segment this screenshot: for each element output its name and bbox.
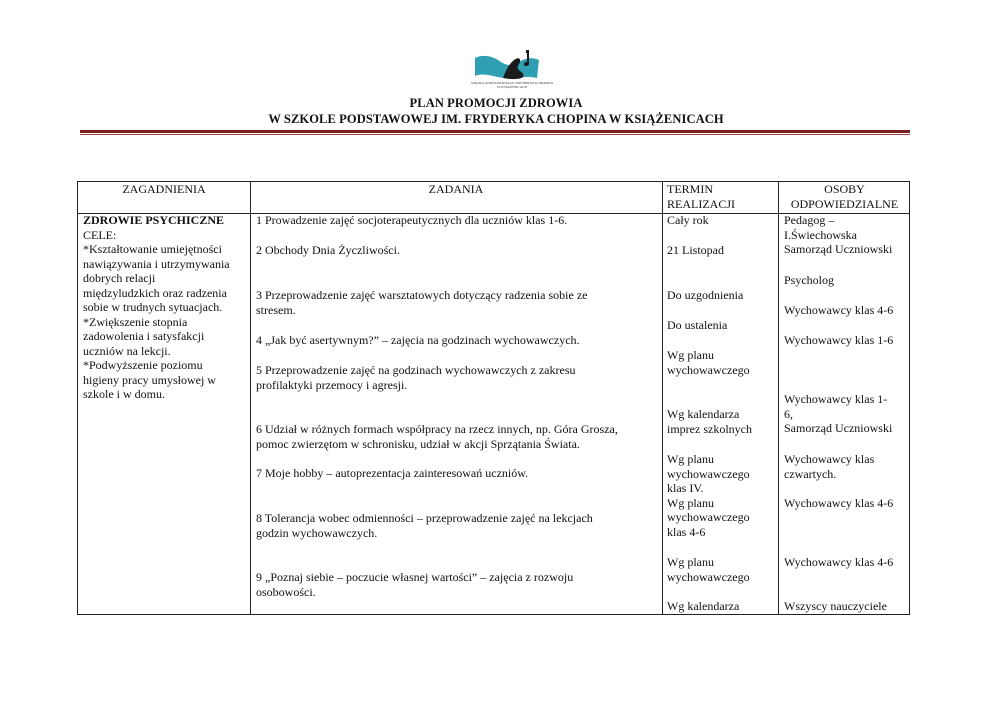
osoba-item [784, 392, 910, 436]
osoba-line: Wychowawcy klas 4-6 [784, 303, 894, 317]
zagadnienie-line: sobie w trudnych sytuacjach. [83, 300, 223, 314]
termin-item [667, 599, 777, 614]
zadanie-line: osobowości. [256, 584, 316, 599]
zadanie-item [256, 213, 660, 228]
zadanie-line: 1 Prowadzenie zajęć socjoterapeutycznych dla uczniów klas 1-6. [256, 213, 568, 227]
termin-line: Wg planu [667, 348, 714, 362]
zadanie-line: 2 Obchody Dnia Życzliwości. [256, 243, 400, 257]
zagadnienie-line: międzyludzkich oraz radzenia [83, 285, 227, 300]
osoba-line: Wychowawcy klas [784, 452, 875, 466]
zadanie-item [256, 333, 660, 348]
zagadnienie-line: CELE: [83, 227, 117, 242]
termin-item [667, 555, 777, 584]
title-rule-thick [80, 130, 910, 133]
zadanie-item [256, 570, 660, 599]
termin-item [667, 407, 777, 436]
osoba-line: Wychowawcy klas 4-6 [784, 555, 894, 569]
zadanie-line: pomoc zwierzętom w schronisku, udział w akcji Sprzątania Świata. [256, 436, 580, 451]
osoba-line: Pedagog – [784, 213, 835, 227]
zagadnienie-line: higieny pracy umysłowej w [83, 372, 216, 387]
header-osoby-line1: OSOBY [824, 182, 865, 196]
termin-line: wychowawczego [667, 362, 750, 377]
zadanie-line: stresem. [256, 302, 296, 317]
zagadnienie-line: *Kształtowanie umiejętności [83, 242, 222, 256]
zagadnienie-line: *Zwiększenie stopnia [83, 314, 188, 329]
osoba-line: I.Świechowska [784, 227, 857, 242]
plan-table [77, 181, 910, 615]
column-divider [250, 182, 251, 614]
termin-item [667, 243, 777, 258]
termin-line: Wg planu [667, 452, 714, 466]
osoba-line: Wychowawcy klas 4-6 [784, 496, 894, 510]
header-termin-line1: TERMIN [667, 182, 713, 196]
zadanie-item [256, 422, 660, 451]
termin-line: Wg planu [667, 555, 714, 569]
zadanie-line: 7 Moje hobby – autoprezentacja zainteresowań uczniów. [256, 466, 529, 480]
zadanie-line: profilaktyki przemocy i agresji. [256, 377, 408, 392]
zadanie-line: 9 „Poznaj siebie – poczucie własnej wartości” – zajęcia z rozwoju [256, 570, 574, 584]
zadanie-item [256, 243, 660, 258]
termin-line: wychowawczego [667, 510, 750, 524]
zadanie-item [256, 511, 660, 540]
termin-line: wychowawczego [667, 569, 750, 584]
termin-line: klas 4-6 [667, 524, 706, 539]
logo-caption [460, 81, 564, 89]
zadanie-item [256, 363, 660, 392]
zagadnienie-line: nawiązywania i utrzymywania [83, 256, 230, 271]
termin-line: imprez szkolnych [667, 421, 752, 436]
osoba-item [784, 333, 910, 348]
logo-caption-line1: SZKOŁA PODSTAWOWA im. FRYDERYKA CHOPINA [470, 81, 554, 85]
termin-line: klas IV. [667, 481, 704, 495]
zagadnienie-line: *Podwyższenie poziomu [83, 358, 203, 372]
zagadnienie-heading: ZDROWIE PSYCHICZNE [83, 213, 225, 227]
page-title-line1: PLAN PROMOCJI ZDROWIA [409, 96, 583, 110]
zadanie-line: 3 Przeprowadzenie zajęć warsztatowych dotyczący radzenia sobie ze [256, 288, 588, 302]
zadanie-item [256, 466, 660, 481]
osoba-item [784, 496, 910, 511]
osoba-line: Samorząd Uczniowski [784, 242, 893, 256]
zadanie-line: 5 Przeprowadzenie zajęć na godzinach wychowawczych z zakresu [256, 363, 576, 377]
osoba-item [784, 452, 910, 481]
header-osoby [779, 182, 910, 211]
logo-note [524, 50, 529, 66]
osoba-item [784, 555, 910, 570]
termin-item [667, 288, 777, 303]
osoba-item [784, 213, 910, 257]
zadanie-line: 8 Tolerancja wobec odmienności – przeprowadzenie zajęć na lekcjach [256, 511, 593, 525]
termin-line: 21 Listopad [667, 243, 724, 257]
zadanie-line: godzin wychowawczych. [256, 525, 378, 540]
osoba-line: Wszyscy nauczyciele [784, 599, 887, 613]
termin-line: Wg planu [667, 495, 714, 510]
osoba-line: czwartych. [784, 466, 837, 481]
termin-line: Wg kalendarza [667, 407, 740, 421]
logo-caption-line2: W KSIĄŻENICACH [497, 85, 527, 89]
header-termin-line2: REALIZACJI [667, 196, 735, 211]
osoba-line: Samorząd Uczniowski [784, 421, 893, 435]
zagadnienia-cell [83, 213, 248, 402]
header-osoby-line2: ODPOWIEDZIALNE [790, 196, 899, 211]
header-termin [667, 182, 777, 211]
column-divider [662, 182, 663, 614]
termin-item [667, 348, 777, 377]
termin-item [667, 452, 777, 539]
zadanie-line: 4 „Jak być asertywnym?” – zajęcia na godzinach wychowawczych. [256, 333, 580, 347]
termin-line: Do uzgodnienia [667, 288, 744, 302]
osoba-item [784, 599, 910, 614]
column-divider [778, 182, 779, 614]
termin-line: wychowawczego [667, 466, 750, 481]
zagadnienie-line: dobrych relacji [83, 271, 156, 285]
zagadnienie-line: szkole i w domu. [83, 387, 165, 401]
page-title-line2: W SZKOLE PODSTAWOWEJ IM. FRYDERYKA CHOPINA W KSIĄŻENICACH [268, 112, 724, 126]
zadanie-item [256, 288, 660, 317]
termin-line: Cały rok [667, 213, 709, 227]
title-rule-thin [80, 134, 910, 135]
termin-line: Do ustalenia [667, 318, 728, 332]
zagadnienie-line: uczniów na lekcji. [83, 343, 171, 358]
osoba-line: Wychowawcy klas 1-6 [784, 333, 894, 347]
header-zagadnienia: ZAGADNIENIA [122, 182, 206, 196]
osoba-item [784, 273, 910, 288]
osoba-item [784, 303, 910, 318]
osoba-line: 6, [784, 406, 793, 421]
termin-line: Wg kalendarza [667, 599, 740, 613]
termin-item [667, 318, 777, 333]
osoba-line: Wychowawcy klas 1- [784, 392, 888, 406]
zadanie-line: 6 Udział w różnych formach współpracy na rzecz innych, np. Góra Grosza, [256, 422, 618, 436]
zagadnienie-line: zadowolenia i satysfakcji [83, 329, 205, 343]
osoba-line: Psycholog [784, 273, 835, 287]
termin-item [667, 213, 777, 228]
header-zadania: ZADANIA [428, 182, 484, 196]
